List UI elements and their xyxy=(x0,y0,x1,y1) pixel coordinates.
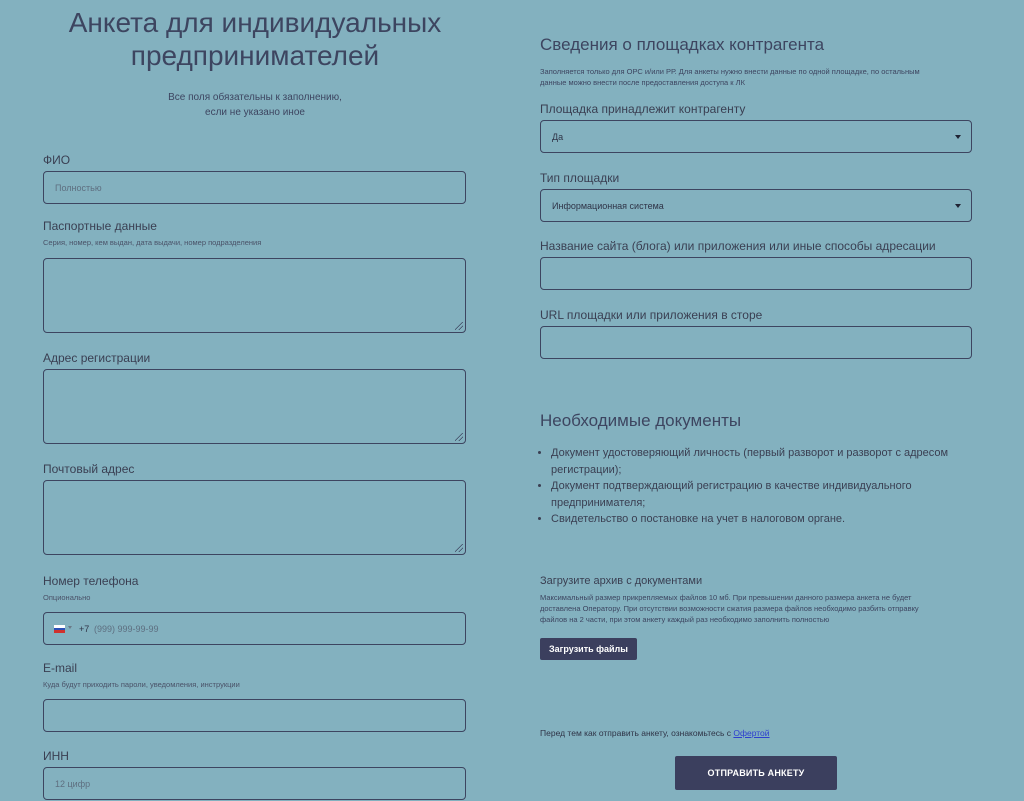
resize-handle-icon[interactable] xyxy=(455,433,463,441)
inn-input[interactable] xyxy=(43,767,466,800)
page-title-line1: Анкета для индивидуальных xyxy=(68,7,442,38)
submit-form-button[interactable]: ОТПРАВИТЬ АНКЕТУ xyxy=(675,756,837,790)
caret-down-icon[interactable] xyxy=(955,204,961,208)
offer-notice xyxy=(540,728,770,738)
offer-notice-text: Перед тем как отправить анкету, ознакомьтесь с xyxy=(540,728,732,738)
phone-hint: Опционально xyxy=(43,593,91,602)
caret-down-icon[interactable] xyxy=(955,135,961,139)
section-note-line2: данные можно внести после предоставления доступа к ЛК xyxy=(540,78,745,87)
phone-label: Номер телефона xyxy=(43,574,139,588)
inn-placeholder: 12 цифр xyxy=(55,779,91,789)
owner-select[interactable] xyxy=(540,120,972,153)
inn-label: ИНН xyxy=(43,749,69,763)
reg-address-label: Адрес регистрации xyxy=(43,351,151,365)
postal-address-label: Почтовый адрес xyxy=(43,462,135,476)
email-label: E-mail xyxy=(43,661,78,675)
page-subtitle-line2: если не указано иное xyxy=(205,107,305,118)
reg-address-textarea[interactable] xyxy=(43,369,466,444)
postal-address-textarea[interactable] xyxy=(43,480,466,555)
section-note xyxy=(540,66,980,88)
platform-type-select[interactable] xyxy=(540,189,972,222)
upload-title: Загрузите архив с документами xyxy=(540,575,703,587)
page-subtitle xyxy=(40,90,470,120)
upload-note-line1: Максимальный размер прикрепляемых файлов 10 мб. При превышении данного размера анкета не будет xyxy=(540,593,912,602)
phone-placeholder: (999) 999-99-99 xyxy=(94,624,159,634)
docs-list-item: • Документ удостоверяющий личность (первый разворот и разворот с адресом регистрации); xyxy=(551,445,976,478)
docs-list-item: • Документ подтверждающий регистрацию в качестве индивидуального предпринимателя; xyxy=(551,478,976,511)
russia-flag-icon[interactable] xyxy=(54,625,65,633)
site-name-input[interactable] xyxy=(540,257,972,290)
page-title xyxy=(40,6,470,72)
offer-link[interactable]: Офертой xyxy=(733,728,770,738)
resize-handle-icon[interactable] xyxy=(455,544,463,552)
upload-files-button[interactable]: Загрузить файлы xyxy=(540,638,637,660)
passport-hint: Серия, номер, кем выдан, дата выдачи, номер подразделения xyxy=(43,238,262,247)
page-subtitle-line1: Все поля обязательны к заполнению, xyxy=(168,92,342,103)
email-input[interactable] xyxy=(43,699,466,732)
url-label: URL площадки или приложения в сторе xyxy=(540,308,763,322)
platform-type-select-value: Информационная система xyxy=(552,201,664,211)
docs-list xyxy=(536,445,976,528)
fio-placeholder: Полностью xyxy=(55,183,102,193)
url-input[interactable] xyxy=(540,326,972,359)
passport-label: Паспортные данные xyxy=(43,219,157,233)
chevron-down-icon[interactable] xyxy=(68,626,72,629)
owner-label: Площадка принадлежит контрагенту xyxy=(540,102,746,116)
resize-handle-icon[interactable] xyxy=(455,322,463,330)
docs-title: Необходимые документы xyxy=(540,411,742,430)
email-hint: Куда будут приходить пароли, уведомления, инструкции xyxy=(43,680,240,689)
upload-note-line3: файлов на 2 части, при этом анкету каждый раз необходимо заполнить полностью xyxy=(540,615,830,624)
site-name-label: Название сайта (блога) или приложения или иные способы адресации xyxy=(540,239,936,253)
upload-note xyxy=(540,592,980,625)
passport-textarea[interactable] xyxy=(43,258,466,333)
platform-type-label: Тип площадки xyxy=(540,171,620,185)
docs-list-item: • Свидетельство о постановке на учет в налоговом органе. xyxy=(551,511,976,528)
phone-input[interactable] xyxy=(43,612,466,645)
phone-prefix: +7 xyxy=(79,624,90,634)
upload-note-line2: доставлена Оператору. При отсутствии возможности сжатия размера файлов необходимо разбить отправку xyxy=(540,604,919,613)
fio-input[interactable] xyxy=(43,171,466,204)
section-title-platforms: Сведения о площадках контрагента xyxy=(540,35,825,54)
page-title-line2: предпринимателей xyxy=(130,40,380,71)
section-note-line1: Заполняется только для ОРС и/или РР. Для анкеты нужно внести данные по одной площадке, по остальным xyxy=(540,67,920,76)
fio-label: ФИО xyxy=(43,153,71,167)
owner-select-value: Да xyxy=(552,132,564,142)
